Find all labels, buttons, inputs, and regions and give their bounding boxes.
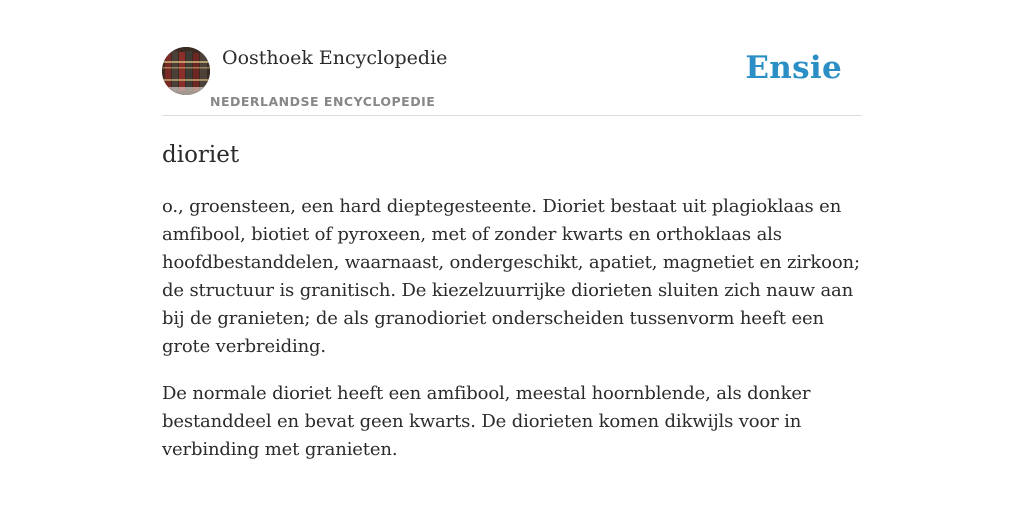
entry-card [162,40,862,464]
brand-logo-link[interactable]: Ensie [745,50,842,86]
book-spines-icon [162,47,210,95]
source-avatar[interactable] [162,47,210,95]
entry-paragraph-1: o., groensteen, een hard dieptegesteente. Dioriet bestaat uit plagioklaas en amfibool, biotiet of pyroxeen, met of zonder kwarts en orthoklaas als hoofdbestanddelen, waarnaast, ondergeschikt, apatiet, magnetiet en zirkoon; de structuur is granitisch. De kiezelzuurrijke diorieten sluiten zich nauw aan bij de granieten; de als granodioriet onderscheiden tussenvorm heeft een grote verbreiding. [162,196,860,357]
entry-term: dioriet [162,142,240,168]
entry-header [162,40,862,116]
source-subtitle: NEDERLANDSE ENCYCLOPEDIE [210,94,436,109]
entry-paragraph-2: De normale dioriet heeft een amfibool, meestal hoornblende, als donker bestanddeel en bevat geen kwarts. De diorieten komen dikwijls voor in verbinding met granieten. [162,383,811,460]
source-title[interactable]: Oosthoek Encyclopedie [222,47,448,69]
